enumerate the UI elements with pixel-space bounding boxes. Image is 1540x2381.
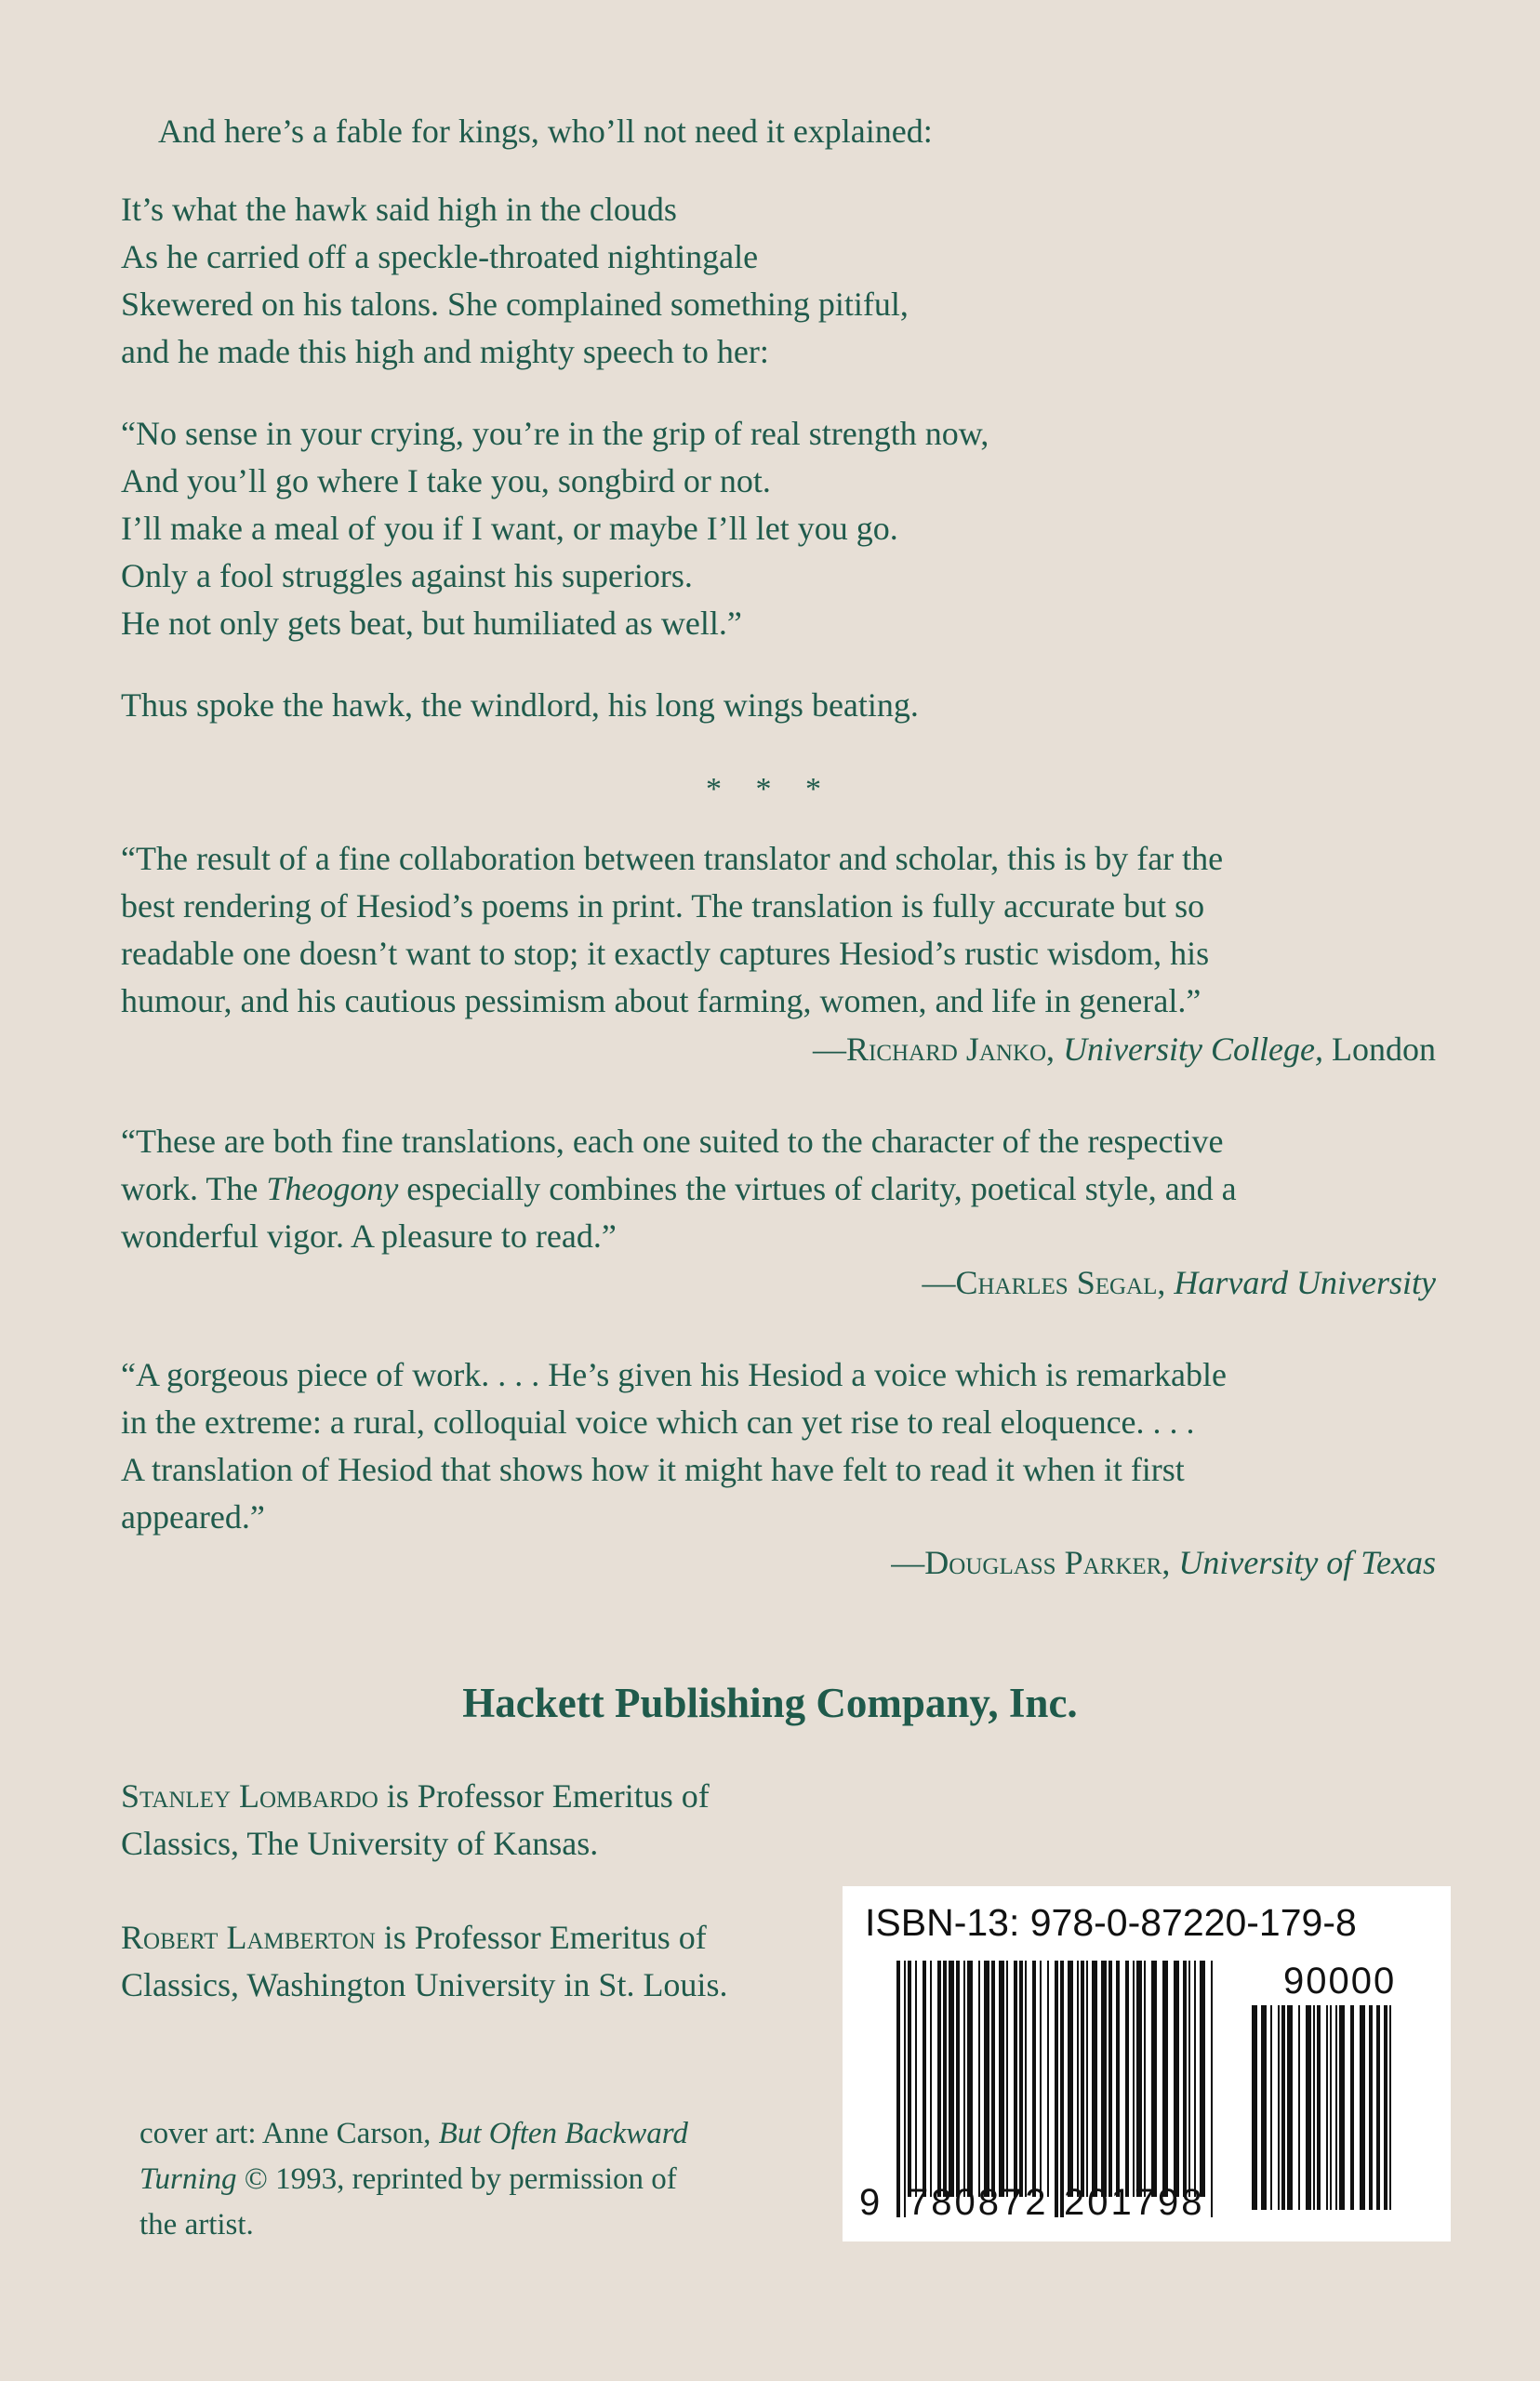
barcode-bar [1019, 1961, 1023, 2197]
review-line: “These are both fine translations, each one suited to the character of the respective [121, 1123, 1224, 1160]
verse-line: It’s what the hawk said high in the clouds [121, 191, 677, 228]
barcode-bar [1389, 2005, 1391, 2210]
bio-name: Robert Lamberton [121, 1919, 376, 1956]
barcode-bar [1086, 1961, 1088, 2197]
reviewer-name: —Charles Segal, [922, 1264, 1166, 1301]
verse-line: and he made this high and mighty speech to her: [121, 333, 769, 370]
verse-line: Skewered on his talons. She complained something pitiful, [121, 286, 909, 323]
barcode-bar [896, 1961, 900, 2217]
barcode-bar [923, 1961, 926, 2197]
verse-line: “No sense in your crying, you’re in the grip of real strength now, [121, 415, 989, 452]
barcode-bar [1335, 2005, 1337, 2210]
barcode-bar [1211, 1961, 1213, 2217]
barcode-bar [967, 1961, 973, 2197]
barcode-bar [1077, 1961, 1079, 2197]
barcode-bar [1384, 2005, 1387, 2210]
barcode-bar [1060, 1961, 1064, 2217]
barcode-bar [1317, 2005, 1321, 2210]
barcode-bar [1270, 2005, 1272, 2210]
review-line: best rendering of Hesiod’s poems in print. The translation is fully accurate but so [121, 887, 1205, 924]
review-line: “The result of a fine collaboration between translator and scholar, this is by far the [121, 840, 1224, 877]
barcode-bar [1183, 1961, 1187, 2197]
verse-line: He not only gets beat, but humiliated as well.” [121, 605, 742, 642]
section-separator: * * * [706, 772, 834, 806]
barcode-bar [1151, 1961, 1157, 2197]
barcode-bar [1252, 2005, 1257, 2210]
verse-line: As he carried off a speckle-throated nightingale [121, 238, 759, 275]
barcode-bar [1200, 1961, 1205, 2197]
barcode-bar [1040, 1961, 1042, 2197]
barcode-bar [1068, 1961, 1073, 2197]
barcode-bar [1025, 1961, 1027, 2197]
review-line: wonderful vigor. A pleasure to read.” [121, 1217, 617, 1255]
barcode-bar [1136, 1961, 1142, 2197]
barcode-bar [1306, 2005, 1311, 2210]
isbn-barcode [843, 1886, 1451, 2241]
barcode-bar [956, 1961, 960, 2197]
barcode-bar [1350, 2005, 1354, 2210]
barcode-price-code: 90000 [1283, 1961, 1397, 2002]
barcode-bar [1360, 2005, 1365, 2210]
barcode-bar [1101, 1961, 1107, 2197]
cover-art-credit: cover art: Anne Carson, But Often Backward Turning © 1993, reprinted by permission of the artist. [139, 2117, 688, 2241]
barcode-bar [1133, 1961, 1135, 2197]
review-attribution-1 [813, 1026, 1436, 1073]
barcode-bar [1144, 1961, 1146, 2197]
review-line: appeared.” [121, 1498, 265, 1536]
barcode-bar [1006, 1961, 1008, 2197]
review-line: in the extreme: a rural, colloquial voice which can yet rise to real eloquence. . . . [121, 1403, 1195, 1441]
barcode-bar [943, 1961, 947, 2197]
barcode-bar [963, 1961, 965, 2197]
barcode-bar [1194, 1961, 1196, 2197]
barcode-bar [1014, 1961, 1017, 2197]
fable-stanza-2 [121, 410, 989, 647]
reviewer-affiliation: Harvard University [1174, 1264, 1436, 1301]
barcode-bar [1369, 2005, 1373, 2210]
barcode-bar [1281, 2005, 1285, 2210]
fable-stanza-1 [121, 186, 909, 376]
bio-translator: Stanley Lombardo is Professor Emeritus of Classics, The University of Kansas. [121, 1777, 710, 1862]
barcode-bar [1261, 2005, 1267, 2210]
barcode-bar [984, 1961, 989, 2197]
barcode-bar [1376, 2005, 1380, 2210]
review-attribution-3 [891, 1539, 1436, 1587]
fable-intro: And here’s a fable for kings, who’ll not need it explained: [158, 113, 933, 150]
barcode-bar [937, 1961, 941, 2197]
barcode-bar [1109, 1961, 1112, 2197]
barcode-bar [991, 1961, 995, 2197]
reviewer-place: London [1332, 1031, 1436, 1068]
review-line: humour, and his cautious pessimism about farming, women, and life in general.” [121, 982, 1201, 1019]
barcode-bar [1047, 1961, 1049, 2197]
reviewer-name: —Douglass Parker, [891, 1544, 1171, 1581]
barcode-bar [1116, 1961, 1120, 2197]
barcode-bar [1188, 1961, 1190, 2197]
barcode-bar [908, 1961, 911, 2197]
reviewer-affiliation: University College, [1063, 1031, 1323, 1068]
verse-line: Only a fool struggles against his superiors. [121, 557, 693, 594]
barcode-bar [1287, 2005, 1293, 2210]
barcode-bar [904, 1961, 906, 2217]
barcode-bar [1125, 1961, 1129, 2197]
barcode-bar [1339, 2005, 1345, 2210]
reviewer-affiliation: University of Texas [1178, 1544, 1436, 1581]
barcode-digits-left: 780872 [908, 2182, 1049, 2223]
verse-line: And you’ll go where I take you, songbird or not. [121, 462, 771, 499]
barcode-bar [1313, 2005, 1315, 2210]
barcode-bar [1278, 2005, 1280, 2210]
barcode-bar [1298, 2005, 1300, 2210]
reviewer-name: —Richard Janko, [812, 1031, 1055, 1068]
bio-name: Stanley Lombardo [121, 1777, 378, 1815]
barcode-digits-right: 201798 [1064, 2182, 1205, 2223]
barcode-bar [930, 1961, 932, 2197]
review-quote-1 [121, 835, 1223, 1025]
barcode-bar [1081, 1961, 1084, 2197]
fable-closing: Thus spoke the hawk, the windlord, his long wings beating. [121, 686, 919, 724]
barcode-bar [999, 1961, 1004, 2197]
barcode-bar [1330, 2005, 1332, 2210]
barcode-bar [1092, 1961, 1097, 2197]
review-attribution-2 [922, 1259, 1436, 1307]
barcode-bar [949, 1961, 954, 2197]
review-line: work. The Theogony especially combines the virtues of clarity, poetical style, and a [121, 1170, 1237, 1207]
barcode-bar [915, 1961, 917, 2197]
review-line: readable one doesn’t want to stop; it exactly captures Hesiod’s rustic wisdom, his [121, 935, 1210, 972]
review-line: “A gorgeous piece of work. . . . He’s given his Hesiod a voice which is remarkable [121, 1356, 1228, 1393]
verse-line: I’ll make a meal of you if I want, or maybe I’ll let you go. [121, 510, 898, 547]
review-quote-3 [121, 1351, 1227, 1541]
isbn-number: ISBN-13: 978-0-87220-179-8 [865, 1901, 1357, 1944]
barcode-bar [1174, 1961, 1179, 2197]
barcode-bar [1032, 1961, 1036, 2197]
bio-scholar: Robert Lamberton is Professor Emeritus of Classics, Washington University in St. Louis. [121, 1919, 728, 2003]
barcode-bar [978, 1961, 980, 2197]
book-title-theogony: Theogony [266, 1170, 399, 1207]
barcode-bar [1055, 1961, 1058, 2217]
review-line: A translation of Hesiod that shows how it might have felt to read it when it first [121, 1451, 1185, 1488]
barcode-bar [1162, 1961, 1168, 2197]
barcode-digit-first: 9 [859, 2182, 881, 2223]
publisher-name: Hackett Publishing Company, Inc. [462, 1680, 1078, 1726]
review-quote-2 [121, 1118, 1237, 1260]
barcode-bar [1326, 2005, 1328, 2210]
